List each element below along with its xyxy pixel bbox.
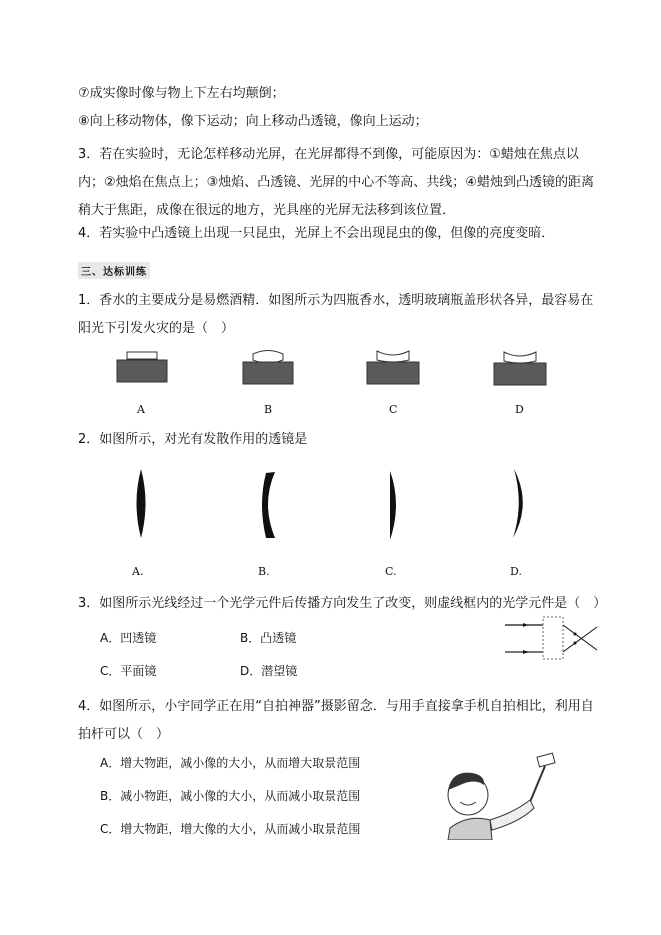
question-4-stem: 4．如图所示，小宇同学正在用“自拍神器”摄影留念．与用手直接拿手机自拍相比，利用自拍杆可以（ ） — [78, 699, 594, 742]
concave-cap-bottle-icon — [367, 351, 419, 384]
question-1-stem: 1．香水的主要成分是易燃酒精．如图所示为四瓶香水，透明玻璃瓶盖形状各异，最容易在阳光下引发火灾的是（ ） — [78, 293, 594, 336]
note-item-8: ⑧向上移动物体，像下运动；向上移动凸透镜，像向上运动； — [78, 114, 428, 129]
question-2-figure — [110, 460, 550, 550]
question-1-label-b: B — [264, 403, 273, 416]
section-title: 三、达标训练 — [78, 262, 150, 279]
selfie-stick-boy-icon — [430, 740, 570, 840]
question-4-option-b[interactable]: B．减小物距，减小像的大小，从而减小取景范围 — [100, 789, 361, 803]
question-2-label-c: C. — [385, 565, 397, 578]
optical-element-box-icon — [495, 612, 605, 667]
question-3-option-c[interactable]: C．平面镜 — [100, 664, 157, 678]
question-3-stem: 3．如图所示光线经过一个光学元件后传播方向发生了改变，则虚线框内的光学元件是（ ） — [78, 596, 607, 611]
biconvex-lens-icon — [137, 469, 146, 538]
question-3-option-d[interactable]: D．潜望镜 — [240, 664, 298, 678]
note-item-7: ⑦成实像时像与物上下左右均颠倒； — [78, 86, 285, 101]
question-2-stem: 2．如图所示，对光有发散作用的透镜是 — [78, 432, 308, 447]
biconcave-lens-icon — [262, 472, 275, 538]
flat-cap-bottle-icon — [117, 352, 167, 382]
question-1-label-a: A — [137, 403, 145, 416]
question-3-option-b[interactable]: B．凸透镜 — [240, 631, 297, 645]
note-point-3: 3．若在实验时，无论怎样移动光屏，在光屏都得不到像，可能原因为：①蜡烛在焦点以内；②烛焰在焦点上；③烛焰、凸透镜、光屏的中心不等高、共线；④蜡烛到凸透镜的距离稍大于焦距，成像在很远的地方，光具座的光屏无法移到该位置． — [78, 147, 594, 218]
question-2-label-b: B. — [258, 565, 270, 578]
concave-cap-bottle-icon — [494, 352, 546, 385]
meniscus-lens-icon — [513, 469, 523, 538]
question-1-label-d: D — [515, 403, 524, 416]
question-3-option-a[interactable]: A．凹透镜 — [100, 631, 157, 645]
question-1-label-c: C — [389, 403, 398, 416]
question-2-label-d: D. — [510, 565, 522, 578]
plano-convex-lens-icon — [390, 471, 396, 540]
note-point-4: 4．若实验中凸透镜上出现一只昆虫，光屏上不会出现昆虫的像，但像的亮度变暗． — [78, 226, 555, 241]
question-4-option-c[interactable]: C．增大物距，增大像的大小，从而减小取景范围 — [100, 822, 361, 836]
question-2-label-a: A. — [132, 565, 144, 578]
question-1-figure — [110, 345, 560, 390]
question-4-option-a[interactable]: A．增大物距，减小像的大小，从而增大取景范围 — [100, 756, 361, 770]
convex-cap-bottle-icon — [243, 351, 293, 385]
